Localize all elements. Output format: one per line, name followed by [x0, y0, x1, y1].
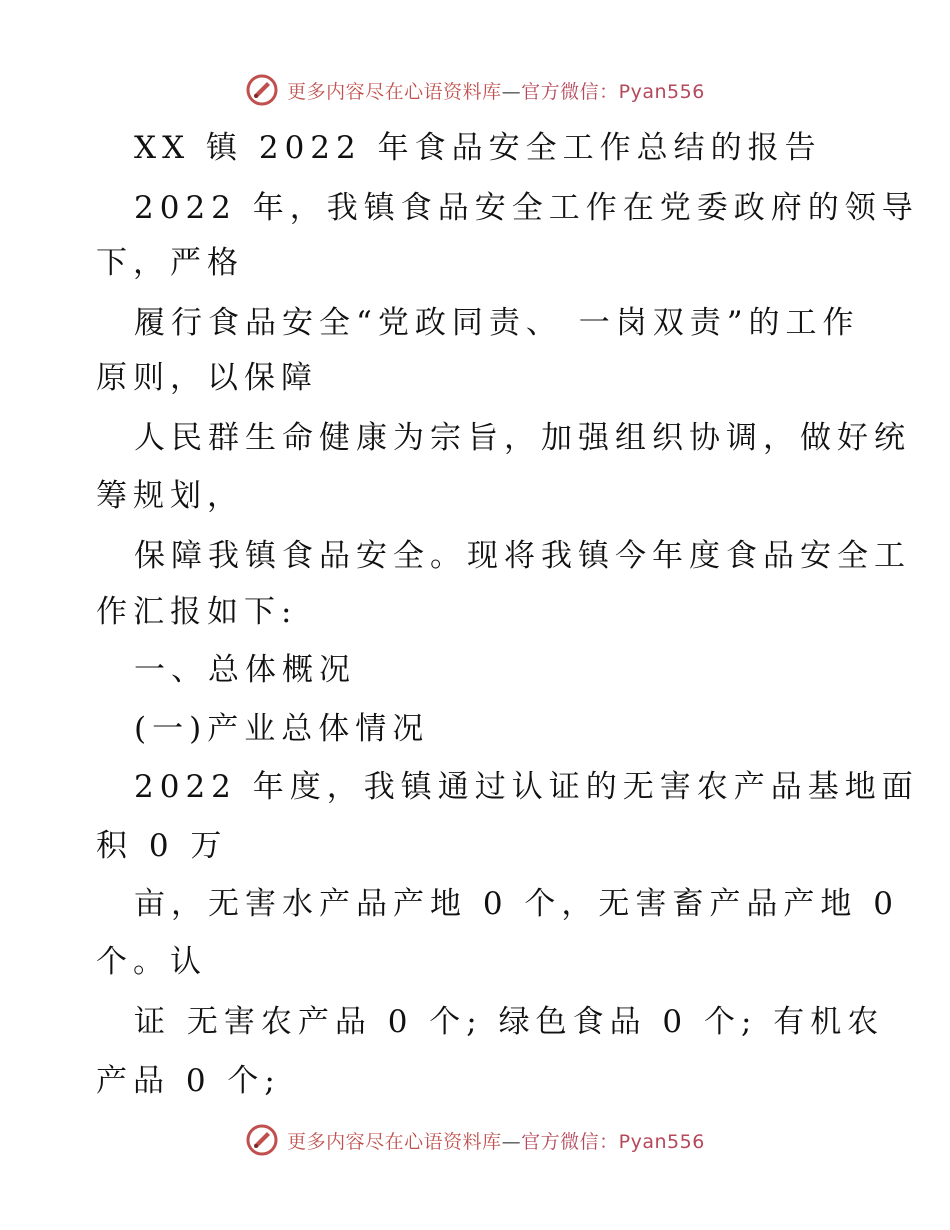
header-watermark-banner	[0, 70, 950, 110]
banner-separator: —	[501, 1130, 522, 1153]
banner-text	[287, 77, 705, 104]
paragraph-line: 个。认	[96, 944, 207, 980]
paragraph-line: 证 无害农产品 0 个; 绿色食品 0 个; 有机农	[134, 1004, 885, 1040]
banner-wechat: 官方微信：Pyan556	[521, 80, 705, 103]
paragraph-line: 积 0 万	[96, 828, 228, 864]
paragraph-line: 保障我镇食品安全。现将我镇今年度食品安全工	[134, 538, 911, 574]
paragraph-line: 作汇报如下:	[96, 594, 298, 630]
paragraph-line: 亩，无害水产品产地 0 个，无害畜产品产地 0	[134, 886, 900, 922]
subsection-heading: (一)产业总体情况	[134, 711, 430, 747]
paragraph-line: 筹规划，	[96, 478, 244, 514]
paragraph-line: 履行食品安全“党政同责、 一岗双责”的工作	[134, 305, 860, 341]
logo-icon	[245, 73, 279, 107]
footer-watermark-banner	[0, 1120, 950, 1160]
paragraph-line: 产品 0 个;	[96, 1063, 281, 1099]
banner-wechat: 官方微信：Pyan556	[521, 1130, 705, 1153]
paragraph-line: 人民群生命健康为宗旨，加强组织协调，做好统	[134, 420, 911, 456]
paragraph-line: 2022 年度，我镇通过认证的无害农产品基地面	[134, 769, 919, 805]
logo-icon	[245, 1123, 279, 1157]
paragraph-line: 原则，以保障	[96, 360, 318, 396]
banner-site-name: 更多内容尽在心语资料库	[287, 80, 502, 103]
banner-site-name: 更多内容尽在心语资料库	[287, 1130, 502, 1153]
banner-separator: —	[501, 80, 522, 103]
banner-text	[287, 1127, 705, 1154]
paragraph-line: 2022 年，我镇食品安全工作在党委政府的领导	[134, 190, 919, 226]
doc-title: XX 镇 2022 年食品安全工作总结的报告	[134, 130, 822, 166]
section-heading: 一、总体概况	[134, 652, 356, 688]
paragraph-line: 下，严格	[96, 245, 244, 281]
